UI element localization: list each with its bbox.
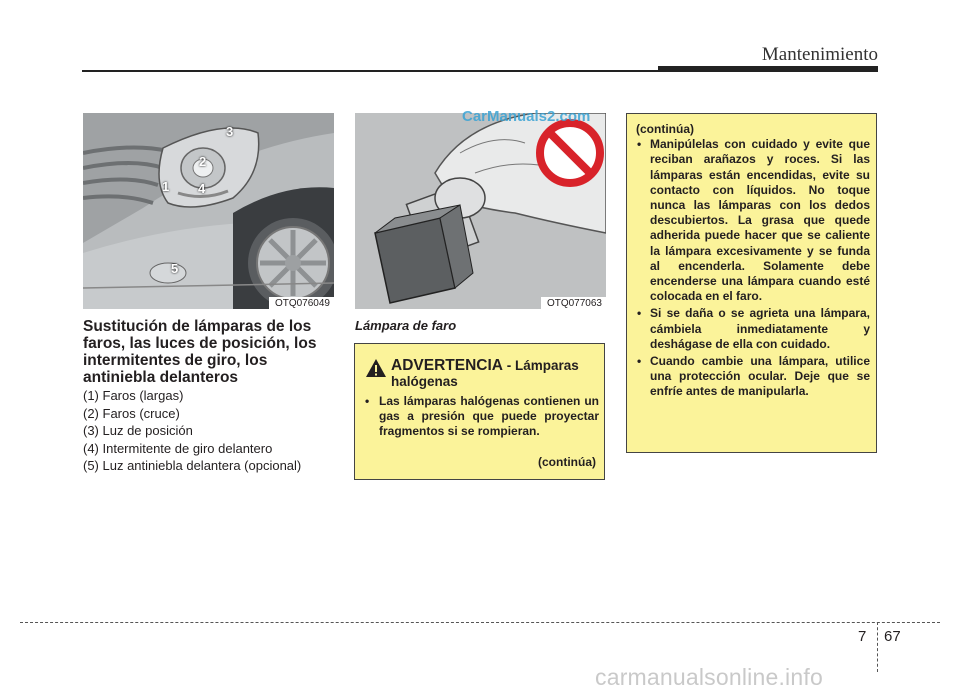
callout-1: 1 (162, 179, 170, 194)
list-item: (4) Intermitente de giro delantero (83, 440, 273, 456)
headlamp-figure (83, 113, 334, 309)
figure-caption: Lámpara de faro (355, 318, 457, 333)
bulb-figure (355, 113, 606, 309)
footer-divider (877, 622, 878, 672)
continued-warning-box (626, 113, 877, 453)
warning-continues: (continúa) (538, 455, 596, 469)
callout-4: 4 (198, 181, 206, 196)
list-item: (5) Luz antiniebla delantera (opcional) (83, 458, 302, 473)
watermark-top: CarManuals2.com (462, 108, 591, 125)
warning-triangle-icon (365, 358, 387, 378)
warning-body (365, 394, 599, 439)
warning-heading (391, 358, 601, 390)
warning-text: Las lámparas halógenas contienen un gas a presión que puede proyectar fragmentos si se rompieran. (379, 394, 599, 438)
bullet: • (365, 394, 370, 408)
warning-subtitle: - Lámparas (502, 358, 579, 373)
list-item: (3) Luz de posición (83, 423, 193, 438)
hand-holding-bulb-illustration (355, 113, 606, 309)
section-heading: Sustitución de lámparas de los faros, las luces de posición, los intermitentes de giro, los antiniebla delanteros (83, 318, 317, 386)
figure-code: OTQ076049 (269, 297, 334, 309)
callout-2: 2 (199, 154, 207, 169)
warning-title: ADVERTENCIA (391, 357, 503, 374)
list-item: (2) Faros (cruce) (83, 405, 180, 421)
car-front-illustration (83, 113, 334, 309)
header-bar (658, 66, 878, 72)
warning-subtitle-2: halógenas (391, 374, 458, 389)
page-number: 67 (884, 628, 901, 645)
chapter-number: 7 (858, 628, 867, 645)
header-rule (82, 70, 658, 72)
list-item: • Si se daña o se agrieta una lámpara, cámbiela inmediatamente y deshágase de ella con cuidado. (636, 306, 870, 352)
warning-box (354, 343, 605, 480)
callout-5: 5 (171, 261, 179, 276)
list-item: • Cuando cambie una lámpara, utilice una protección ocular. Deje que se enfríe antes de manipularla. (636, 354, 870, 400)
watermark-bottom: carmanualsonline.info (595, 664, 823, 690)
list-item: (1) Faros (largas) (83, 388, 184, 403)
parts-list (83, 387, 301, 475)
section-title: Mantenimiento (761, 44, 878, 65)
callout-3: 3 (226, 124, 234, 139)
figure-code: OTQ077063 (541, 297, 606, 309)
continued-label: (continúa) (636, 122, 694, 136)
list-item: • Manipúlelas con cuidado y evite que reciban arañazos y roces. Si las lámparas están encendidas, evite su contacto con líquidos. No toque nunca las lámparas con los dedos descubiertos. La grasa que quede adherida puede hacer que se caliente la lámpara excesivamente y se funda al encenderla. Solamente debe encenderse una lámpara cuando esté colocada en el faro. (636, 137, 870, 304)
footer-rule (20, 622, 940, 623)
continued-warning-content (636, 122, 870, 402)
